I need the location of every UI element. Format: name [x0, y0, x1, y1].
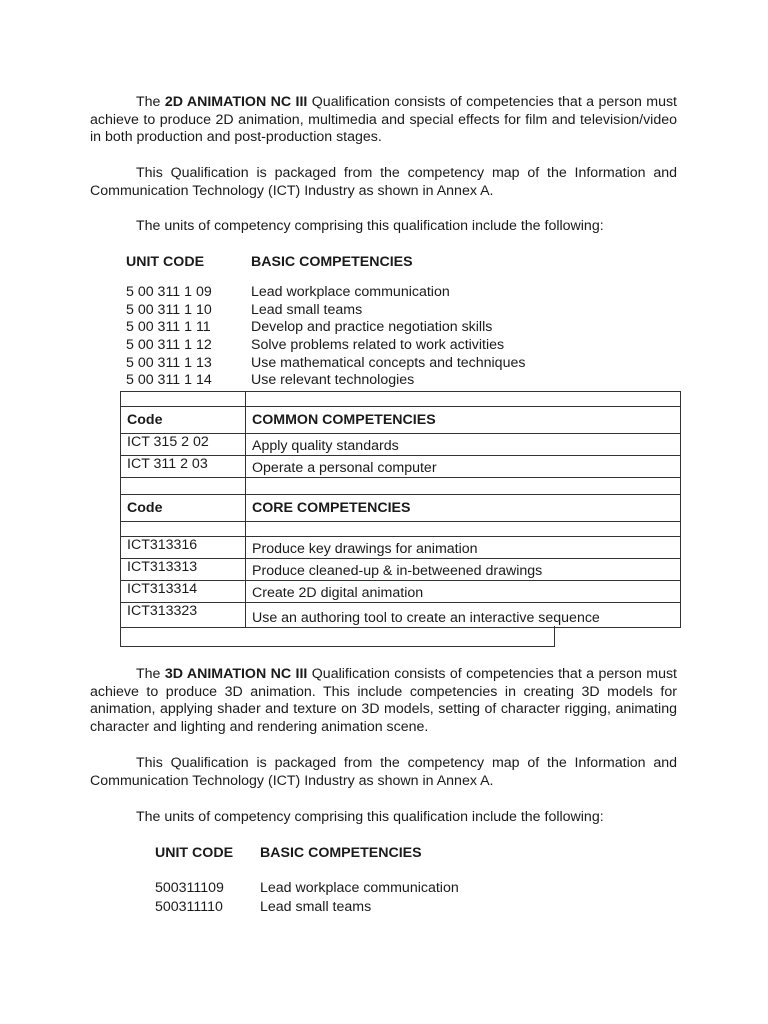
unit-title: Lead workplace communication — [251, 284, 450, 300]
intro-3d: The units of competency comprising this qualification include the following: — [136, 809, 604, 825]
unit-title: Create 2D digital animation — [246, 581, 681, 603]
unit-code: 5 00 311 1 11 — [126, 319, 211, 336]
basic-header-title-3d: BASIC COMPETENCIES — [260, 845, 422, 861]
list-item — [126, 284, 626, 302]
para-text: Qualification consists of competencies that a person must achieve to produce 3D animation. This include competencies in creating 3D models for animation, applying shader and texture on 3D models, setting of character rigging, animating character and lighting and rendering animation scene. — [90, 666, 678, 735]
unit-code: 500311109 — [155, 880, 224, 896]
qualification-title-2d: 2D ANIMATION NC III — [164, 94, 308, 110]
list-item — [126, 337, 626, 355]
table-row — [121, 581, 681, 603]
unit-title: Lead small teams — [251, 301, 363, 318]
table-tail-row — [120, 626, 555, 647]
table-header-row — [121, 407, 681, 434]
unit-code: 5 00 311 1 10 — [126, 301, 212, 318]
unit-title: Use relevant technologies — [251, 372, 415, 389]
unit-code: ICT313313 — [121, 559, 246, 581]
para-text: This Qualification is packaged from the competency map of the Information and Communication Technology (ICT) Industry as shown in Annex A. — [90, 755, 677, 789]
basic-list-2d — [126, 284, 626, 390]
core-header-code: Code — [121, 495, 246, 522]
list-item — [126, 302, 626, 320]
unit-title: Use an authoring tool to create an interactive sequence — [246, 603, 681, 628]
unit-title: Develop and practice negotiation skills — [251, 319, 493, 336]
para-text: Qualification consists of competencies that a person must achieve to produce 2D animation, multimedia and special effects for film and television/video in both production and post-production stages. — [90, 94, 678, 145]
table-row — [121, 559, 681, 581]
para-text: This Qualification is packaged from the competency map of the Information and Communication Technology (ICT) Industry as shown in Annex A. — [90, 165, 677, 199]
unit-title: Operate a personal computer — [246, 456, 681, 478]
unit-code: 5 00 311 1 09 — [126, 284, 212, 300]
para-text: The — [136, 94, 165, 110]
unit-code: ICT313316 — [121, 537, 246, 559]
table-row — [121, 603, 681, 628]
unit-code: 5 00 311 1 14 — [126, 372, 212, 389]
competency-table-2d — [120, 391, 681, 628]
basic-header-code-2d: UNIT CODE — [126, 254, 205, 270]
table-header-row — [121, 495, 681, 522]
list-item — [126, 372, 626, 390]
para-text: The — [136, 666, 165, 682]
unit-code: 500311110 — [155, 899, 223, 915]
table-row — [121, 392, 681, 407]
unit-title: Solve problems related to work activities — [251, 337, 505, 354]
basic-list-3d — [155, 879, 605, 917]
unit-code: ICT 311 2 03 — [121, 456, 246, 478]
unit-title: Apply quality standards — [246, 434, 681, 456]
common-header-title: COMMON COMPETENCIES — [246, 407, 681, 434]
unit-code: ICT313323 — [121, 603, 246, 628]
intro-2d: The units of competency comprising this qualification include the following: — [136, 218, 604, 234]
unit-title: Use mathematical concepts and techniques — [251, 354, 526, 371]
list-item — [155, 879, 605, 898]
unit-code: 5 00 311 1 13 — [126, 354, 212, 371]
table-row — [121, 522, 681, 537]
table-row — [121, 537, 681, 559]
unit-code: ICT313314 — [121, 581, 246, 603]
table-row — [121, 456, 681, 478]
qualification-title-3d: 3D ANIMATION NC III — [164, 666, 308, 682]
para-3d-package — [90, 755, 677, 790]
table-row — [121, 434, 681, 456]
basic-header-code-3d: UNIT CODE — [155, 845, 234, 861]
list-item — [155, 898, 605, 917]
unit-code: ICT 315 2 02 — [121, 434, 246, 456]
core-header-title: CORE COMPETENCIES — [246, 495, 681, 522]
table-row — [121, 478, 681, 495]
para-2d-package — [90, 165, 677, 200]
para-3d-description — [90, 666, 677, 736]
list-item — [126, 355, 626, 373]
list-item — [126, 319, 626, 337]
unit-code: 5 00 311 1 12 — [126, 337, 212, 354]
unit-title: Lead small teams — [260, 899, 372, 915]
unit-title: Lead workplace communication — [260, 880, 459, 896]
unit-title: Produce cleaned-up & in-betweened drawings — [246, 559, 681, 581]
para-2d-description — [90, 94, 677, 147]
unit-title: Produce key drawings for animation — [246, 537, 681, 559]
basic-header-title-2d: BASIC COMPETENCIES — [251, 254, 413, 270]
common-header-code: Code — [121, 407, 246, 434]
